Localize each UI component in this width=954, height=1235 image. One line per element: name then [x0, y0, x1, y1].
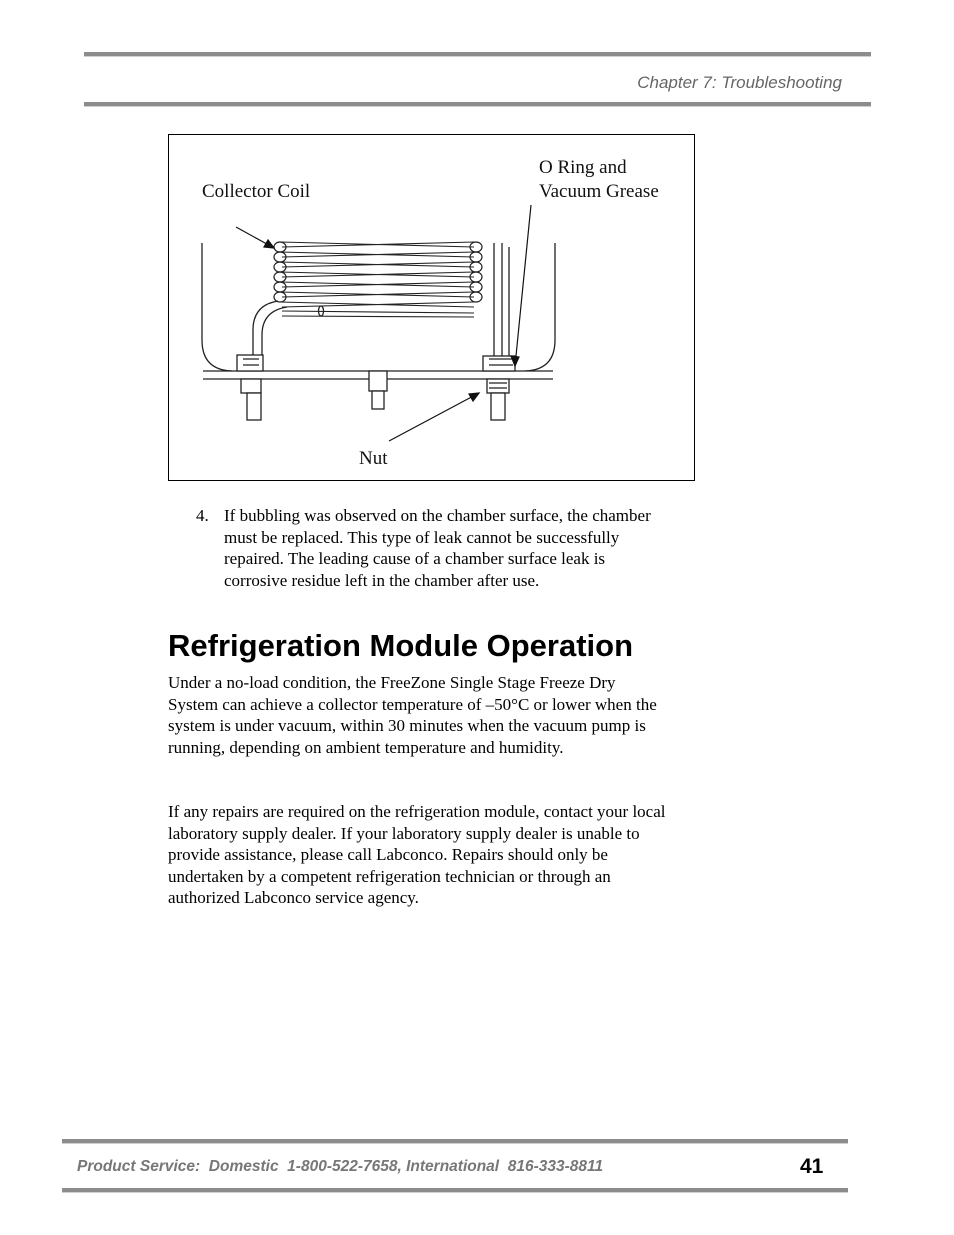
collector-coil-figure: [168, 134, 695, 481]
footer-rule-bottom: [62, 1188, 848, 1192]
o-ring-label-line2: Vacuum Grease: [539, 181, 659, 202]
footer-rule-top: [62, 1139, 848, 1143]
chapter-title: Chapter 7: Troubleshooting: [637, 73, 842, 92]
o-ring-label-line1: O Ring and: [539, 157, 627, 178]
section-heading: Refrigeration Module Operation: [168, 628, 634, 663]
paragraph-repairs: If any repairs are required on the refrigeration module, contact your local laboratory supply dealer. If your laboratory supply dealer is unable to provide assistance, please call Labconco. Repairs should only be undertaken by a competent refrigeration technician or through an authorized Labconco service agency.: [168, 802, 666, 907]
list-item-text: If bubbling was observed on the chamber surface, the chamber must be replaced. This type of leak cannot be successfully repaired. The leading cause of a chamber surface leak is corrosive residue left in the chamber after use.: [224, 506, 651, 590]
list-item-number: 4.: [196, 506, 209, 525]
page-number: 41: [800, 1155, 824, 1178]
header-rule-top: [84, 52, 871, 56]
nut-label: Nut: [359, 448, 388, 469]
collector-coil-label: Collector Coil: [202, 181, 311, 202]
footer-service-info: Product Service: Domestic 1-800-522-7658, International 816-333-8811: [77, 1158, 604, 1175]
header-rule-bottom: [84, 102, 871, 106]
paragraph-operation: Under a no-load condition, the FreeZone Single Stage Freeze Dry System can achieve a collector temperature of –50°C or lower when the system is under vacuum, within 30 minutes when the vacuum pump is running, depending on ambient temperature and humidity.: [168, 673, 657, 757]
